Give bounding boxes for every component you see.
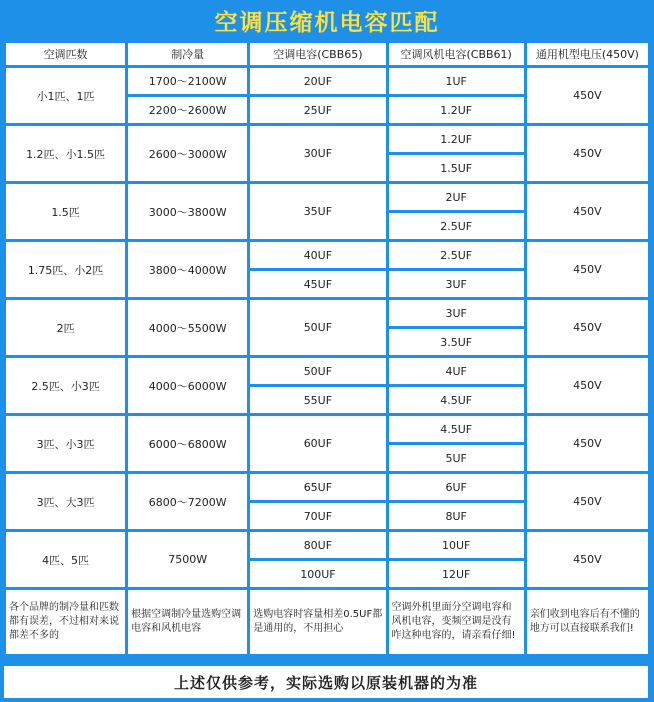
fan-cell: 1.2UF	[389, 126, 524, 152]
voltage-cell: 450V	[527, 358, 648, 413]
table-row	[6, 300, 648, 326]
table-header-row	[6, 43, 648, 65]
notes-row	[6, 590, 648, 654]
compressor-cell: 70UF	[250, 503, 385, 529]
compressor-cell: 60UF	[250, 416, 385, 471]
hp-cell: 1.2匹、小1.5匹	[6, 126, 125, 181]
voltage-cell: 450V	[527, 416, 648, 471]
hp-cell: 小1匹、1匹	[6, 68, 125, 123]
fan-cell: 6UF	[389, 474, 524, 500]
cooling-cell: 4000～5500W	[128, 300, 247, 355]
voltage-cell: 450V	[527, 532, 648, 587]
hp-cell: 2.5匹、小3匹	[6, 358, 125, 413]
voltage-cell: 450V	[527, 300, 648, 355]
voltage-cell: 450V	[527, 474, 648, 529]
fan-cell: 3UF	[389, 300, 524, 326]
note-compressor: 选购电容时容量相差0.5UF都是通用的，不用担心	[250, 590, 385, 654]
compressor-cell: 40UF	[250, 242, 385, 268]
table-row	[6, 242, 648, 268]
cooling-cell: 6800～7200W	[128, 474, 247, 529]
fan-cell: 1.2UF	[389, 97, 524, 123]
compressor-cell: 35UF	[250, 184, 385, 239]
fan-cell: 2.5UF	[389, 242, 524, 268]
voltage-cell: 450V	[527, 184, 648, 239]
cooling-cell: 6000～6800W	[128, 416, 247, 471]
compressor-cell: 45UF	[250, 271, 385, 297]
capacitor-table	[3, 40, 651, 657]
header-fan-cap: 空调风机电容(CBB61)	[389, 43, 524, 65]
note-cooling: 根据空调制冷量选购空调电容和风机电容	[128, 590, 247, 654]
compressor-cell: 30UF	[250, 126, 385, 181]
cooling-cell: 1700～2100W	[128, 68, 247, 94]
hp-cell: 1.75匹、小2匹	[6, 242, 125, 297]
table-row	[6, 532, 648, 558]
page-title: 空调压缩机电容匹配	[214, 9, 440, 36]
hp-cell: 3匹、小3匹	[6, 416, 125, 471]
compressor-cell: 50UF	[250, 358, 385, 384]
note-hp: 各个品牌的制冷量和匹数都有误差，不过相对来说都差不多的	[6, 590, 125, 654]
fan-cell: 10UF	[389, 532, 524, 558]
fan-cell: 1UF	[389, 68, 524, 94]
note-contact: 亲们收到电容后有不懂的地方可以直接联系我们!	[527, 590, 648, 654]
compressor-cell: 50UF	[250, 300, 385, 355]
table-row	[6, 68, 648, 94]
fan-cell: 4.5UF	[389, 387, 524, 413]
compressor-cell: 25UF	[250, 97, 385, 123]
fan-cell: 4UF	[389, 358, 524, 384]
fan-cell: 3UF	[389, 271, 524, 297]
table-row	[6, 474, 648, 500]
footer-disclaimer: 上述仅供参考，实际选购以原装机器的为准	[4, 666, 648, 698]
table-row	[6, 184, 648, 210]
hp-cell: 1.5匹	[6, 184, 125, 239]
fan-cell: 1.5UF	[389, 155, 524, 181]
table-row	[6, 416, 648, 442]
fan-cell: 4.5UF	[389, 416, 524, 442]
compressor-cell: 80UF	[250, 532, 385, 558]
cooling-cell: 3800～4000W	[128, 242, 247, 297]
voltage-cell: 450V	[527, 242, 648, 297]
compressor-cell: 65UF	[250, 474, 385, 500]
header-hp: 空调匹数	[6, 43, 125, 65]
cooling-cell: 3000～3800W	[128, 184, 247, 239]
fan-cell: 8UF	[389, 503, 524, 529]
compressor-cell: 20UF	[250, 68, 385, 94]
fan-cell: 2UF	[389, 184, 524, 210]
header-cooling: 制冷量	[128, 43, 247, 65]
compressor-cell: 100UF	[250, 561, 385, 587]
table-row	[6, 126, 648, 152]
header-compressor-cap: 空调电容(CBB65)	[250, 43, 385, 65]
fan-cell: 3.5UF	[389, 329, 524, 355]
voltage-cell: 450V	[527, 126, 648, 181]
fan-cell: 12UF	[389, 561, 524, 587]
table-row	[6, 358, 648, 384]
compressor-cell: 55UF	[250, 387, 385, 413]
header-voltage: 通用机型电压(450V)	[527, 43, 648, 65]
hp-cell: 3匹、大3匹	[6, 474, 125, 529]
cooling-cell: 2200～2600W	[128, 97, 247, 123]
fan-cell: 2.5UF	[389, 213, 524, 239]
cooling-cell: 2600～3000W	[128, 126, 247, 181]
fan-cell: 5UF	[389, 445, 524, 471]
hp-cell: 4匹、5匹	[6, 532, 125, 587]
cooling-cell: 4000～6000W	[128, 358, 247, 413]
cooling-cell: 7500W	[128, 532, 247, 587]
note-fan: 空调外机里面分空调电容和风机电容，变频空调是没有咋这种电容的，请亲看仔细!	[389, 590, 524, 654]
voltage-cell: 450V	[527, 68, 648, 123]
table-body	[6, 68, 648, 587]
hp-cell: 2匹	[6, 300, 125, 355]
